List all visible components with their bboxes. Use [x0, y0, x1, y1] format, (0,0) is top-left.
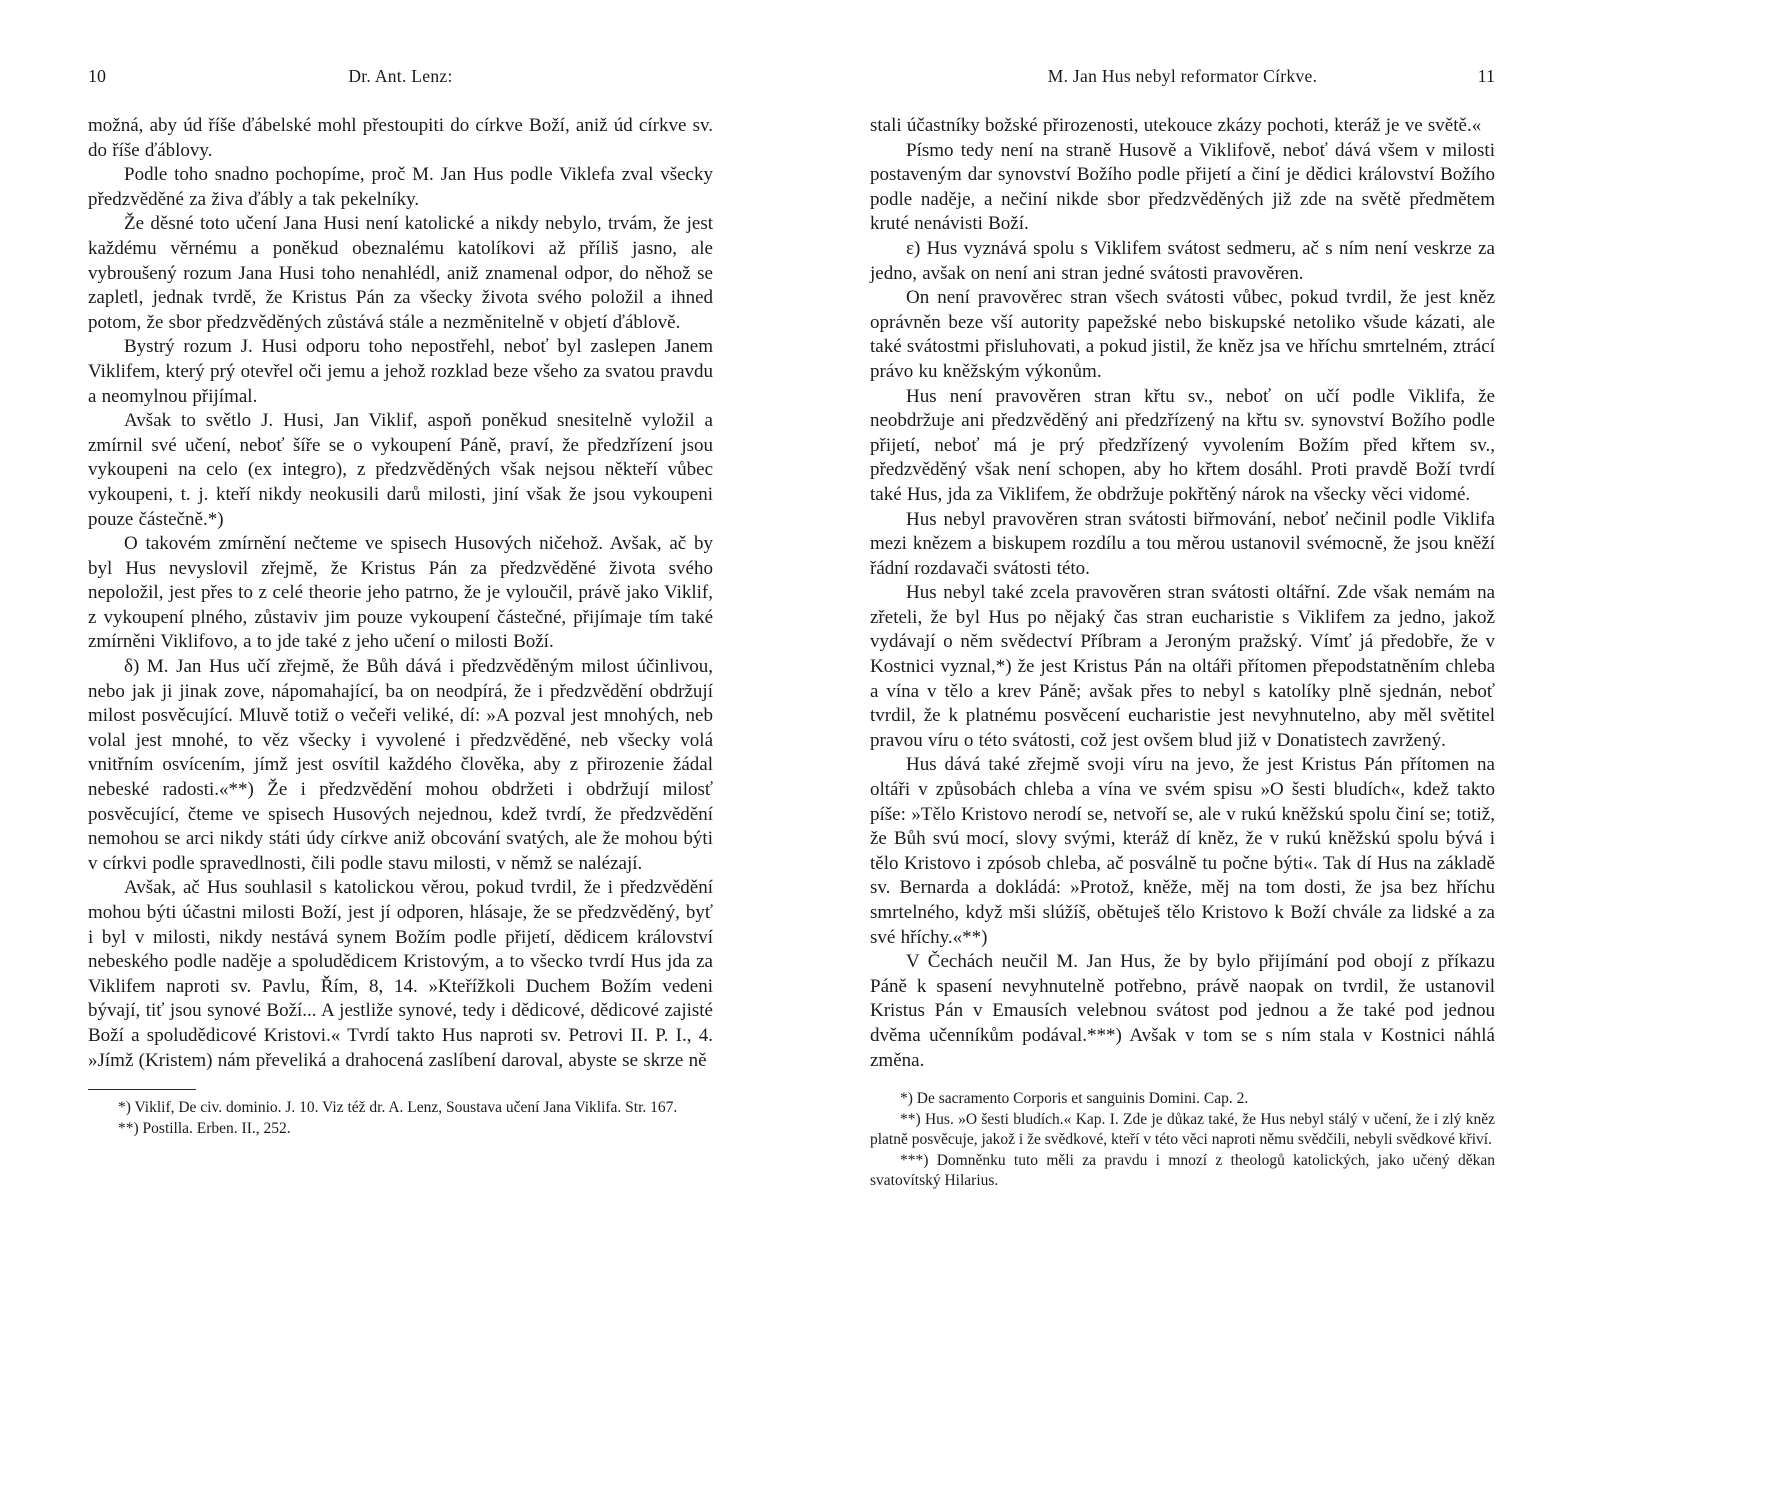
paragraph: možná, aby úd říše ďábelské mohl přestoupiti do církve Boží, aniž úd církve sv. do říše ďáblovy.	[88, 115, 713, 161]
paragraph: Avšak, ač Hus souhlasil s katolickou věrou, pokud tvrdil, že i předzvědění mohou býti účastni milosti Boží, jest jí odporen, hlásaje, že se předzvěděný, byť i byl v milosti, nikdy nestává synem Božím podle přijetí, dědicem království nebeského podle naděje a spoludědicem Kristovým, a to všecko tvrdí Hus jda za Viklifem naproti sv. Pavlu, Řím, 8, 14. »Kteřížkoli Duchem Božím vedeni bývají, tiť jsou synové Boží... A jestliže synové, tedy i dědicové, dědicové zajisté Boží a spoludědicové Kristovi.« Tvrdí takto Hus naproti sv. Petrovi II. P. I., 4. »Jímž (Kristem) nám převeliká a drahocená zaslíbení daroval, abyste se skrze ně	[88, 877, 713, 1071]
left-footnotes	[88, 1089, 713, 1139]
footnote: **) Hus. »O šesti bludích.« Kap. I. Zde je důkaz také, že Hus nebyl stálý v učení, že i zlý kněz platně posvěcuje, jakož i že svědkové, kteří v této věci naproti němu svědčili, nebyli svědkové křiví.	[870, 1110, 1495, 1149]
paragraph: V Čechách neučil M. Jan Hus, že by bylo přijímání pod obojí z příkazu Páně k spasení nevyhnutelně potřebno, právě naopak on tvrdil, že ustanovil Kristus Pán v Emausích velebnou svátost pod jednou a že také pod jednou dvěma učenníkům podával.***) Avšak v tom se s ním stala v Kostnici náhlá změna.	[870, 951, 1495, 1071]
footnote: ***) Domněnku tuto měli za pravdu i mnozí z theologů katolických, jako učený děkan svatovítský Hilarius.	[870, 1151, 1495, 1190]
right-text-column	[870, 66, 1495, 1192]
paragraph: Hus dává také zřejmě svoji víru na jevo, že jest Kristus Pán přítomen na oltáři v způsobách chleba a vína ve svém spisu »O šesti bludích«, kdež takto píše: »Tělo Kristovo nerodí se, netvoří se, ale v rukú kněžskú spolu činí se; totiž, že Bůh svú mocí, slovy svými, kteráž dí kněz, že v rukú kněžskú spolu bývá i tělo Kristovo i zpósob chleba, ač posválně tu počne býti«. Tak dí Hus na základě sv. Bernarda a dokládá: »Protož, kněže, měj na tom dosti, že jsa bez hříchu smrtelného, když mši slúžíš, obětuješ tělo Kristovo k Boží chvále za lidské a za své hříchy.«**)	[870, 754, 1495, 948]
paragraph: stali účastníky božské přirozenosti, utekouce zkázy pochoti, kteráž je ve světě.«	[870, 115, 1482, 136]
footnote: *) De sacramento Corporis et sanguinis Domini. Cap. 2.	[900, 1090, 1249, 1108]
paragraph: O takovém zmírnění nečteme ve spisech Husových ničehož. Avšak, ač by byl Hus nevyslovil zřejmě, že Kristus Pán za předzvěděné života svého nepoložil, jest přes to z celé theorie jeho patrno, že je vyloučil, právě jako Viklif, z vykoupení plného, zůstaviv jim pouze vykoupení částečné, přijímaje tím také zmírněni Viklifovo, a to jde také z jeho učení o milosti Boží.	[88, 533, 713, 653]
left-running-header: Dr. Ant. Lenz:	[348, 66, 453, 86]
paragraph: δ) M. Jan Hus učí zřejmě, že Bůh dává i předzvěděným milost účinlivou, nebo jak ji jinak zove, nápomahající, ba on neodpírá, že i předzvědění obdržují milost posvěcující. Mluvě totiž o večeři veliké, dí: »A pozval jest mnohých, neb volal jest mnohé, to věz všecky i vyvolené i předzvěděné, neb všecky volá vnitřním osvícením, jímž jest osvítil každého člověka, aby z přirozenie žádal nebeské radosti.«**) Že i předzvědění mohou obdržeti i obdržují milosť posvěcující, čteme ve spisech Husových nejednou, kdež tvrdí, že předzvědění nemohou se arci nikdy státi údy církve aniž obcování svatých, ale že mohou býti v církvi podle spravedlnosti, čili podle stavu milosti, v němž se nalézají.	[88, 656, 713, 874]
page-right	[713, 0, 1495, 1501]
footnote: **) Postilla. Erben. II., 252.	[118, 1119, 291, 1137]
right-footnote-list	[870, 1089, 1495, 1192]
right-body-text	[870, 114, 1495, 1073]
left-text-column	[88, 66, 713, 1139]
page-left	[0, 0, 713, 1501]
paragraph: Avšak to světlo J. Husi, Jan Viklif, aspoň poněkud snesitelně vyložil a zmírnil své učení, neboť šíře se o vykoupení Páně, praví, že předzřízení jsou vykoupeni na celo (ex integro), z předzvěděných však nejsou někteří vůbec vykoupeni, t. j. kteří nikdy neokusili darů milosti, jiní však že jsou vykoupeni pouze částečně.*)	[88, 410, 713, 530]
left-page-header	[88, 66, 713, 96]
paragraph: ε) Hus vyznává spolu s Viklifem svátost sedmeru, ač s ním není veskrze za jedno, avšak on není ani stran jedné svátosti pravověren.	[870, 237, 1495, 284]
paragraph: On není pravověrec stran všech svátosti vůbec, pokud tvrdil, že jest kněz oprávněn beze vší autority papežské nebo biskupské netoliko všude kázati, ale také svátostmi přisluhovati, a pokud jistil, že kněz jsa ve hříchu smrtelném, ztrácí právo ku kněžským výkonům.	[870, 287, 1495, 382]
left-body-text	[88, 114, 713, 1073]
paragraph: Že děsné toto učení Jana Husi není katolické a nikdy nebylo, trvám, že jest každému věrnému a poněkud obeznalému katolíkovi až příliš jasno, ale vybroušený rozum Jana Husi toho nenahlédl, aniž znamenal odpor, do něhož se zapletl, jednak tvrdě, že Kristus Pán za všecky života svého položil a ihned potom, že sbor předzvěděných zůstává stále a nezměnitelně v objetí ďáblově.	[88, 213, 713, 333]
footnote-rule	[88, 1089, 196, 1090]
paragraph: Hus nebyl pravověren stran svátosti biřmování, neboť nečinil podle Viklifa mezi knězem a biskupem rozdílu a tou měrou ustanovil svémocně, že jsou kněží řádní rozdavači svátosti této.	[870, 508, 1495, 579]
paragraph: Hus nebyl také zcela pravověren stran svátosti oltářní. Zde však nemám na zřeteli, že byl Hus po nějaký čas stran eucharistie s Viklifem za jedno, jakož vydávají o něm svědectví Příbram a Jeroným pražský. Vímť já předobře, že v Kostnici vyznal,*) že jest Kristus Pán na oltáři přítomen přepodstatněním chleba a vína v tělo a krev Páně; avšak přes to nebyl s katolíky plně sjednán, neboť tvrdil, že k platnému posvěcení eucharistie jest nevyhnutelno, aby měl světitel pravou víru o této svátosti, což jest ovšem blud již v Donatistech zavržený.	[870, 582, 1495, 751]
paragraph: Bystrý rozum J. Husi odporu toho nepostřehl, neboť byl zaslepen Janem Viklifem, který prý otevřel oči jemu a jehož rozklad beze všeho za svatou pravdu a neomylnou přijímal.	[88, 336, 713, 407]
paragraph: Písmo tedy není na straně Husově a Viklifově, neboť dává všem v milosti postaveným dar synovství Božího podle přijetí a činí je dědici království Božího podle naděje, a nečiní nikde sbor předzvěděných již zde na světě předmětem kruté nenávisti Boží.	[870, 139, 1495, 235]
right-page-number: 11	[1477, 66, 1495, 86]
right-page-header	[870, 66, 1495, 96]
right-running-header: M. Jan Hus nebyl reformator Církve.	[1047, 66, 1318, 86]
paragraph: Podle toho snadno pochopíme, proč M. Jan Hus podle Viklefa zval všecky předzvěděné za živa ďábly a tak pekelníky.	[88, 164, 713, 210]
paragraph: Hus není pravověren stran křtu sv., neboť on učí podle Viklifa, že neobdržuje ani předzvěděný ani předzřízený na křtu sv. synovství Božího podle přijetí, neboť má je prý předzřízený vyvolením Božím před křtem sv., předzvěděný však není schopen, aby ho křtem dosáhl. Proti pravdě Boží tvrdí také Hus, jda za Viklifem, že obdržuje pokřtěný nárok na všecky věci vidomé.	[870, 385, 1495, 505]
left-footnote-list	[88, 1098, 713, 1139]
right-footnotes	[870, 1089, 1495, 1192]
left-page-number: 10	[88, 66, 106, 86]
footnote: *) Viklif, De civ. dominio. J. 10. Viz též dr. A. Lenz, Soustava učení Jana Viklifa. Str. 167.	[118, 1099, 678, 1117]
